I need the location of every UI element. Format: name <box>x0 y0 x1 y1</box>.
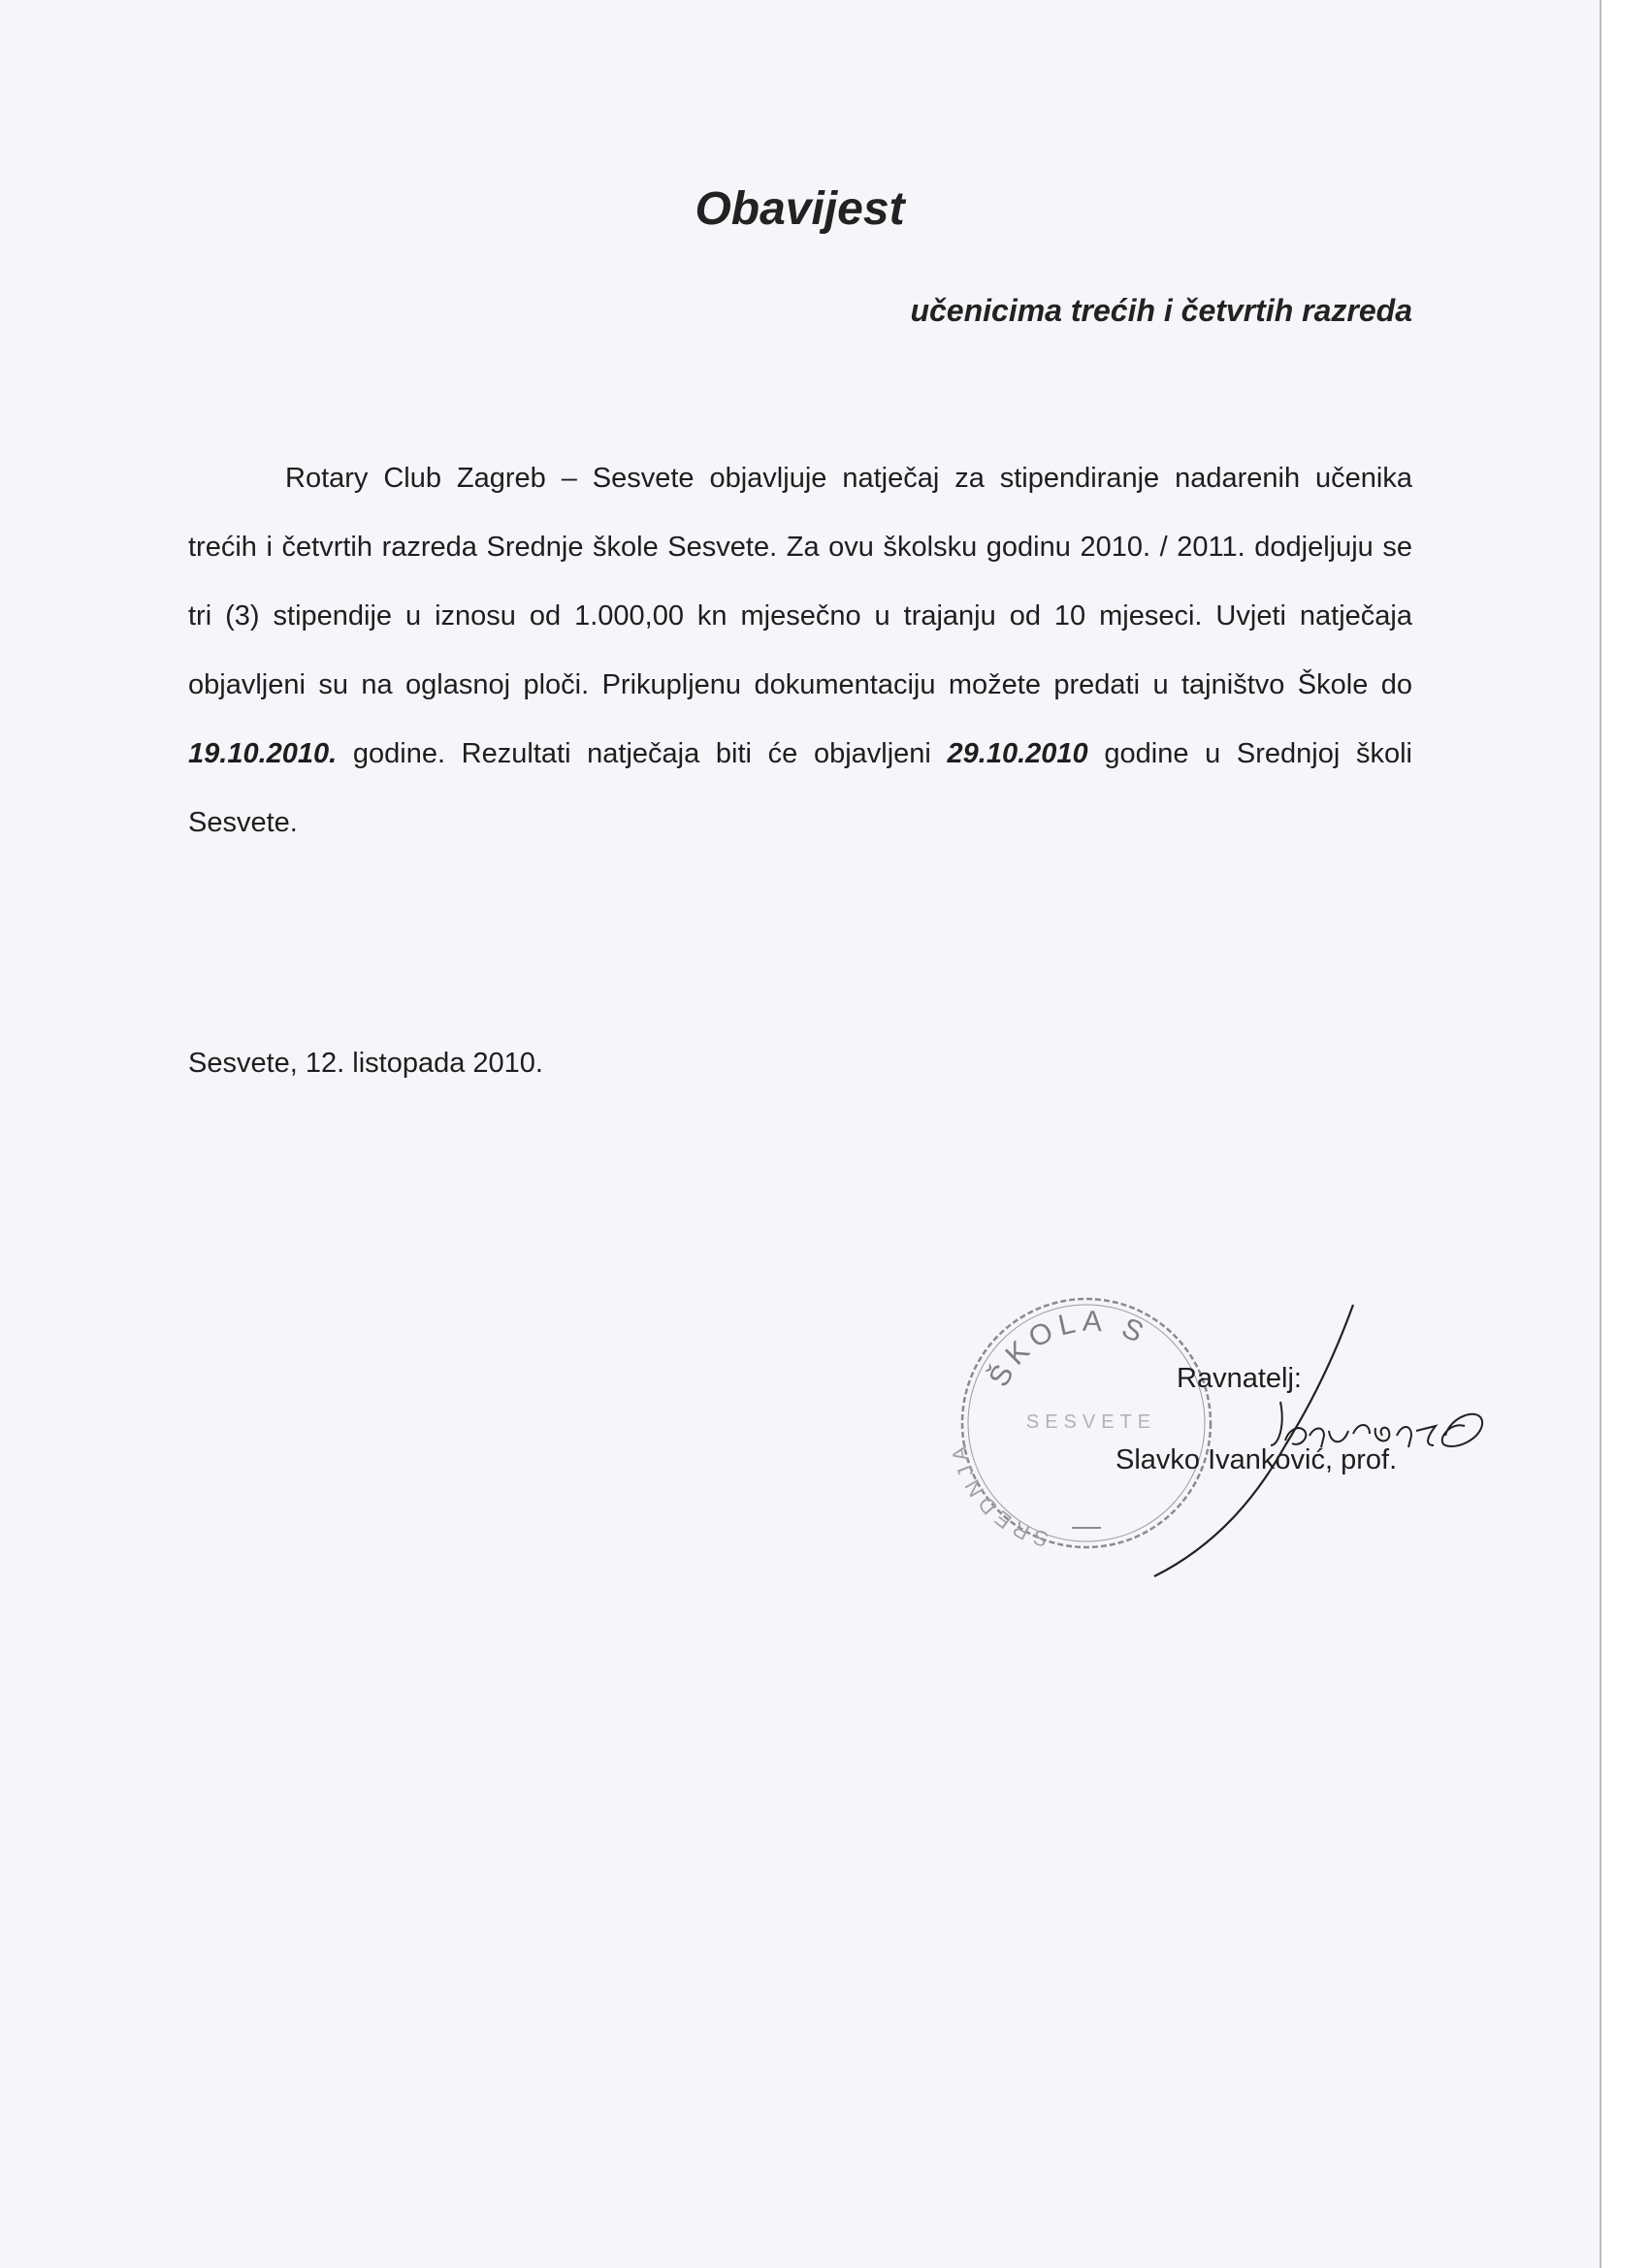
signatory-role: Ravnatelj: <box>1177 1363 1302 1394</box>
signature-stroke-hook <box>1271 1402 1282 1445</box>
notice-paragraph <box>188 444 1412 858</box>
signature-stroke-flourish <box>1442 1414 1482 1446</box>
place-and-date: Sesvete, 12. listopada 2010. <box>188 1048 543 1079</box>
scan-edge <box>1600 0 1649 2268</box>
stamp-center-text: SESVETE <box>1025 1411 1157 1433</box>
signatory-name: Slavko Ivanković, prof. <box>1116 1444 1398 1475</box>
paragraph-text-1: Rotary Club Zagreb – Sesvete objavljuje natječaj za stipendiranje nadarenih učenika trećih i četvrtih razreda Srednje škole Sesvete. Za ovu školsku godinu 2010. / 2011. dodjeljuju se tri (3) stipendije u iznosu od 1.000,00 kn mjesečno u trajanju od 10 mjeseci. Uvjeti natječaja objavljeni su na oglasnoj ploči. Prikupljenu dokumentaciju možete predati u tajništvo Škole do <box>188 463 1412 700</box>
stamp-left-text: SREDNJA <box>946 1440 1051 1552</box>
document-title: Obavijest <box>695 183 905 235</box>
deadline-date: 19.10.2010. <box>188 738 338 769</box>
paragraph-text-2: godine. Rezultati natječaja biti će objavljeni <box>352 738 931 769</box>
signature-stroke-name <box>1285 1425 1436 1447</box>
results-date: 29.10.2010 <box>947 738 1088 769</box>
stamp-top-text: ŠKOLA S <box>983 1305 1154 1393</box>
document-subtitle: učenicima trećih i četvrtih razreda <box>910 293 1412 328</box>
paragraph-text-3: godine u Srednjoj školi Sesvete. <box>188 738 1412 838</box>
handwritten-signature <box>1116 1300 1523 1591</box>
